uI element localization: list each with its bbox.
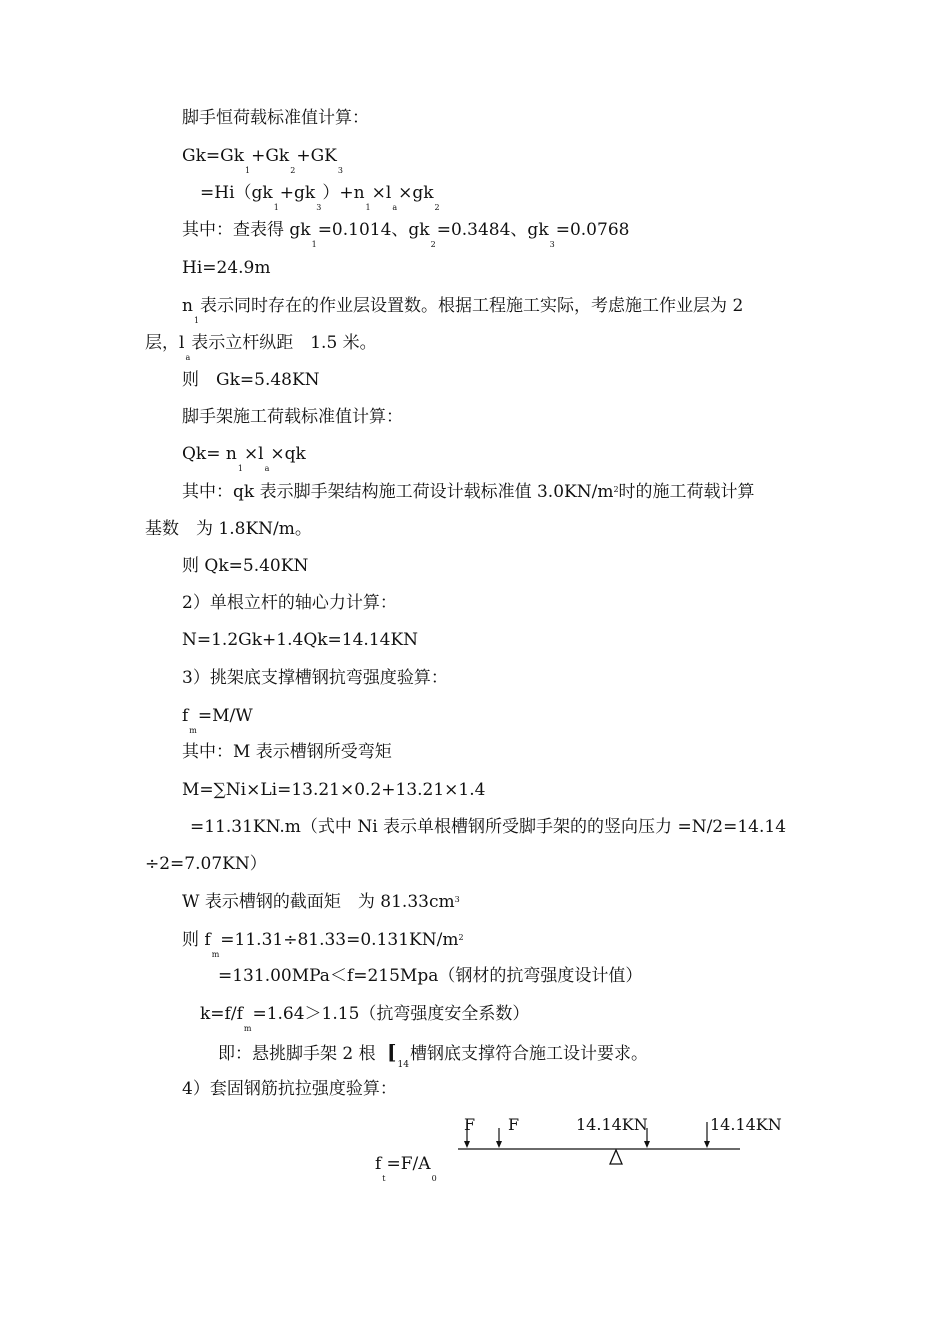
text-part: =0.3484、gk bbox=[436, 220, 549, 240]
text-part: 即：悬挑脚手架 2 根 bbox=[218, 1044, 376, 1064]
subscript: 2 bbox=[430, 240, 436, 249]
subscript: 3 bbox=[316, 203, 322, 212]
line-heading-axial-force: 2）单根立杆的轴心力计算： bbox=[182, 593, 397, 613]
text-part: =0.1014、gk bbox=[317, 220, 430, 240]
text-part: =0.0768 bbox=[555, 220, 630, 240]
line-heading-anchor-check: 4）套固钢筋抗拉强度验算： bbox=[182, 1079, 397, 1099]
text-part: 其中：qk 表示脚手架结构施工荷设计载标准值 3.0KN/m bbox=[182, 482, 614, 502]
formula-part: Gk=Gk bbox=[182, 146, 245, 166]
subscript: m bbox=[189, 726, 197, 735]
text-part: 其中：查表得 gk bbox=[182, 220, 311, 240]
subscript: 1 bbox=[245, 166, 251, 175]
line-conclusion bbox=[218, 1040, 648, 1070]
load-label-f1: F bbox=[464, 1115, 476, 1134]
formula-part: +gk bbox=[279, 183, 316, 203]
formula-fm bbox=[182, 706, 253, 735]
subscript: 1 bbox=[311, 240, 317, 249]
line-gk-result: 则 Gk=5.48KN bbox=[182, 370, 320, 390]
line-hi: Hi=24.9m bbox=[182, 258, 271, 278]
load-arrow-4-head bbox=[704, 1141, 710, 1148]
formula-part: k=f/f bbox=[200, 1004, 243, 1024]
formula-part: =11.31÷81.33=0.131KN/m bbox=[220, 930, 459, 950]
load-label-f2: F bbox=[508, 1115, 520, 1134]
formula-part: Qk= n bbox=[182, 444, 237, 464]
load-arrow-2-head bbox=[496, 1141, 502, 1148]
superscript: 2 bbox=[613, 485, 619, 494]
subscript: 3 bbox=[549, 240, 555, 249]
line-m-description: 其中：M 表示槽钢所受弯矩 bbox=[182, 742, 392, 762]
subscript: 2 bbox=[290, 166, 296, 175]
formula-part: =Hi（gk bbox=[200, 183, 273, 203]
line-heading-dead-load: 脚手恒荷载标准值计算： bbox=[182, 108, 369, 128]
line-qk-description bbox=[182, 482, 755, 505]
subscript: 1 bbox=[237, 464, 243, 473]
formula-gk-expansion bbox=[200, 183, 441, 212]
formula-part: =1.64＞1.15（抗弯强度安全系数） bbox=[252, 1004, 530, 1024]
load-label-p4: 14.14KN bbox=[710, 1115, 782, 1134]
formula-part: f bbox=[375, 1154, 382, 1174]
formula-part: ×qk bbox=[270, 444, 306, 464]
line-heading-bending-check: 3）挑架底支撑槽钢抗弯强度验算： bbox=[182, 668, 448, 688]
line-la-description bbox=[145, 333, 377, 362]
subscript: 14 bbox=[397, 1060, 409, 1070]
formula-part: f bbox=[182, 706, 189, 726]
subscript: 1 bbox=[365, 203, 371, 212]
subscript: a bbox=[392, 203, 398, 212]
formula-n: N=1.2Gk+1.4Qk=14.14KN bbox=[182, 630, 419, 650]
subscript: 3 bbox=[337, 166, 343, 175]
load-label-p3: 14.14KN bbox=[576, 1115, 648, 1134]
subscript: t bbox=[382, 1174, 386, 1183]
text-part: 时的施工荷载计算 bbox=[618, 482, 755, 502]
formula-part: +Gk bbox=[251, 146, 290, 166]
formula-part: ×l bbox=[243, 444, 264, 464]
line-qk-result: 则 Qk=5.40KN bbox=[182, 556, 309, 576]
line-w-description bbox=[182, 892, 460, 915]
subscript: 1 bbox=[273, 203, 279, 212]
formula-part: ）+n bbox=[322, 183, 365, 203]
text-part: 层，l bbox=[145, 333, 185, 353]
line-heading-live-load: 脚手架施工荷载标准值计算： bbox=[182, 407, 403, 427]
channel-steel-symbol: [ bbox=[387, 1040, 397, 1064]
formula-gk bbox=[182, 146, 344, 175]
subscript: 0 bbox=[431, 1174, 437, 1183]
formula-m-result-continued: ÷2=7.07KN） bbox=[145, 854, 267, 874]
subscript: 1 bbox=[193, 316, 200, 325]
formula-part: ×l bbox=[371, 183, 392, 203]
line-qk-base: 基数 为 1.8KN/m。 bbox=[145, 519, 312, 539]
subscript: 2 bbox=[434, 203, 440, 212]
subscript: a bbox=[185, 353, 191, 362]
subscript: m bbox=[211, 950, 220, 959]
formula-m-result: =11.31KN.m（式中 Ni 表示单根槽钢所受脚手架的的竖向压力 =N/2=14.14 bbox=[190, 817, 787, 837]
text-part: 表示同时存在的作业层设置数。根据工程施工实际，考虑施工作业层为 2 bbox=[200, 296, 744, 316]
subscript: m bbox=[243, 1024, 252, 1033]
line-n1-description bbox=[182, 296, 744, 325]
text-part: n bbox=[182, 296, 193, 316]
support-triangle bbox=[610, 1150, 622, 1164]
formula-ft bbox=[375, 1154, 438, 1183]
formula-m: M=∑Ni×Li=13.21×0.2+13.21×1.4 bbox=[182, 780, 486, 800]
subscript: a bbox=[264, 464, 270, 473]
text-part: 槽钢底支撑符合施工设计要求。 bbox=[409, 1044, 648, 1064]
formula-part: =F/A bbox=[386, 1154, 431, 1174]
load-arrow-3-head bbox=[644, 1141, 650, 1148]
text-part: 表示立杆纵距 1.5 米。 bbox=[191, 333, 377, 353]
superscript: 3 bbox=[454, 895, 460, 904]
superscript: 2 bbox=[458, 933, 464, 942]
formula-part: ×gk bbox=[398, 183, 434, 203]
line-table-values bbox=[182, 220, 630, 249]
formula-part: +GK bbox=[296, 146, 337, 166]
formula-part: =M/W bbox=[197, 706, 253, 726]
formula-safety-factor bbox=[200, 1004, 530, 1033]
formula-fm-mpa: =131.00MPa＜f=215Mpa（钢材的抗弯强度设计值） bbox=[218, 966, 643, 986]
formula-fm-result bbox=[182, 930, 464, 959]
beam-load-diagram bbox=[455, 1112, 782, 1172]
formula-part: 则 f bbox=[182, 930, 211, 950]
formula-qk bbox=[182, 444, 306, 473]
text-part: W 表示槽钢的截面矩 为 81.33cm bbox=[182, 892, 455, 912]
load-arrow-1-head bbox=[464, 1141, 470, 1148]
